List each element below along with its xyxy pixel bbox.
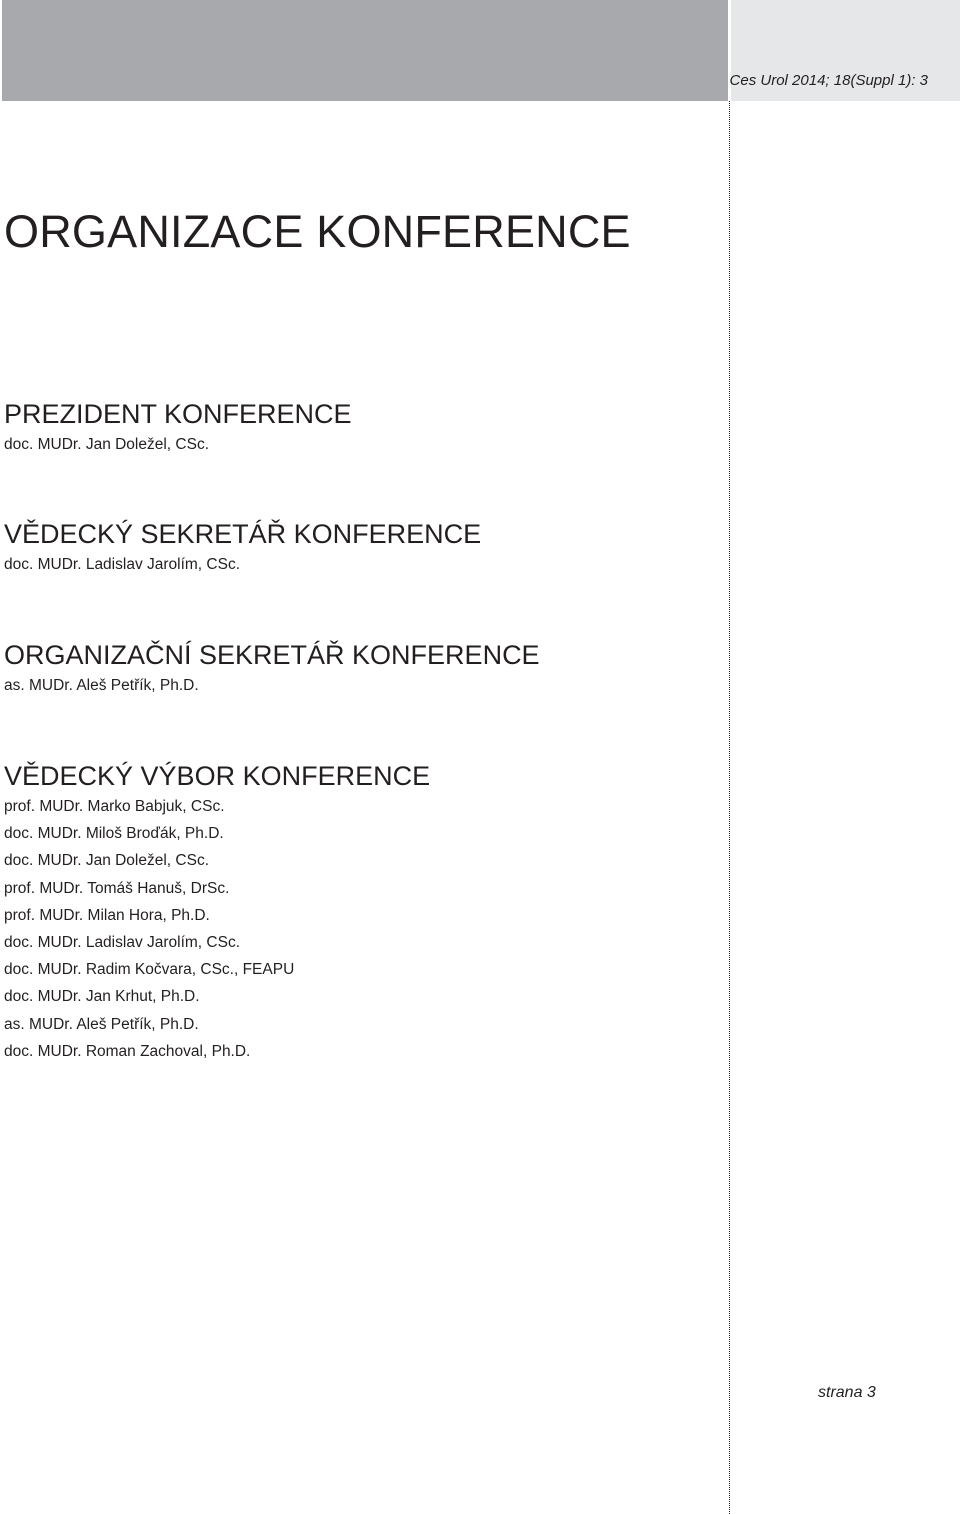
- person-name: as. MUDr. Aleš Petřík, Ph.D.: [4, 1015, 199, 1033]
- person-name: as. MUDr. Aleš Petřík, Ph.D.: [4, 677, 199, 694]
- people-list: [4, 793, 430, 1065]
- person-name: doc. MUDr. Ladislav Jarolím, CSc.: [4, 556, 241, 573]
- person-name: doc. MUDr. Jan Doležel, CSc.: [4, 436, 210, 453]
- section-heading: VĚDECKÝ SEKRETÁŘ KONFERENCE: [4, 519, 482, 549]
- people-list: [4, 431, 352, 458]
- section-heading: ORGANIZAČNÍ SEKRETÁŘ KONFERENCE: [4, 640, 540, 670]
- section-president: [4, 398, 352, 458]
- person-name: prof. MUDr. Marko Babjuk, CSc.: [4, 798, 225, 815]
- person-name: doc. MUDr. Jan Doležel, CSc.: [4, 852, 210, 870]
- section-heading: VĚDECKÝ VÝBOR KONFERENCE: [4, 761, 431, 791]
- section-organizational-secretary: [4, 639, 540, 699]
- section-scientific-secretary: [4, 518, 481, 578]
- person-name: doc. MUDr. Jan Krhut, Ph.D.: [4, 988, 200, 1006]
- person-name: doc. MUDr. Miloš Broďák, Ph.D.: [4, 825, 224, 843]
- page-number: strana 3: [818, 1384, 876, 1401]
- page-title: ORGANIZACE KONFERENCE: [4, 206, 631, 257]
- person-name: prof. MUDr. Milan Hora, Ph.D.: [4, 906, 210, 924]
- vertical-dotted-divider: [729, 101, 730, 1514]
- person-name: prof. MUDr. Tomáš Hanuš, DrSc.: [4, 879, 230, 897]
- section-heading: PREZIDENT KONFERENCE: [4, 399, 352, 429]
- header-band: [2, 0, 728, 101]
- journal-citation: Ces Urol 2014; 18(Suppl 1): 3: [729, 72, 928, 89]
- person-name: doc. MUDr. Roman Zachoval, Ph.D.: [4, 1042, 251, 1060]
- person-name: doc. MUDr. Radim Kočvara, CSc., FEAPU: [4, 961, 295, 979]
- section-scientific-committee: [4, 760, 430, 1065]
- person-name: doc. MUDr. Ladislav Jarolím, CSc.: [4, 934, 241, 952]
- people-list: [4, 672, 540, 699]
- people-list: [4, 551, 481, 578]
